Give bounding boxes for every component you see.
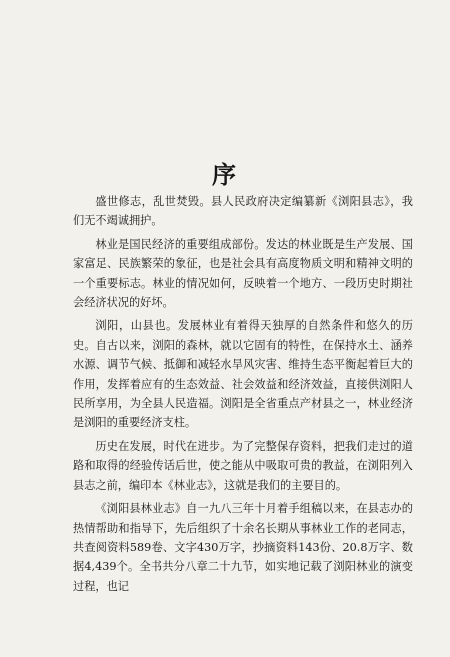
paragraph-5: 《浏阳县林业志》自一九八三年十月着手组稿以来，在县志办的热情帮助和指导下，先后组织了十余名长期从事林业工作的老同志，共查阅资料589卷、文字430万字，抄摘资料143份、20.8万字、数据4,439个。全书共分八章二十九节，如实地记载了浏阳林业的演变过程，也记 <box>73 502 413 593</box>
page-title: 序 <box>212 160 238 189</box>
preface-body <box>73 192 413 596</box>
paragraph-3: 浏阳，山县也。发展林业有着得天独厚的自然条件和悠久的历史。自古以来，浏阳的森林，就以它固有的特性，在保持水土、涵养水源、调节气候、抵御和减轻水旱风灾害、维持生态平衡起着巨大的作用，发挥着应有的生态效益、社会效益和经济效益，直接供浏阳人民所享用，为全县人民造福。浏阳是全省重点产材县之一，林业经济是浏阳的重要经济支柱。 <box>73 319 413 430</box>
paragraph-1: 盛世修志，乱世焚毁。县人民政府决定编纂新《浏阳县志》，我们无不竭诚拥护。 <box>73 195 413 228</box>
paragraph-2: 林业是国民经济的重要组成部份。发达的林业既是生产发展、国家富足、民族繁荣的象征，也是社会具有高度物质文明和精神文明的一个重要标志。林业的情况如何，反映着一个地方、一段历史时期社会经济状况的好坏。 <box>73 237 413 310</box>
paragraph-4: 历史在发展，时代在进步。为了完整保存资料，把我们走过的道路和取得的经验传话后世，使之能从中吸取可贵的教益，在浏阳列入县志之前，编印本《林业志》，这就是我们的主要目的。 <box>73 439 413 492</box>
